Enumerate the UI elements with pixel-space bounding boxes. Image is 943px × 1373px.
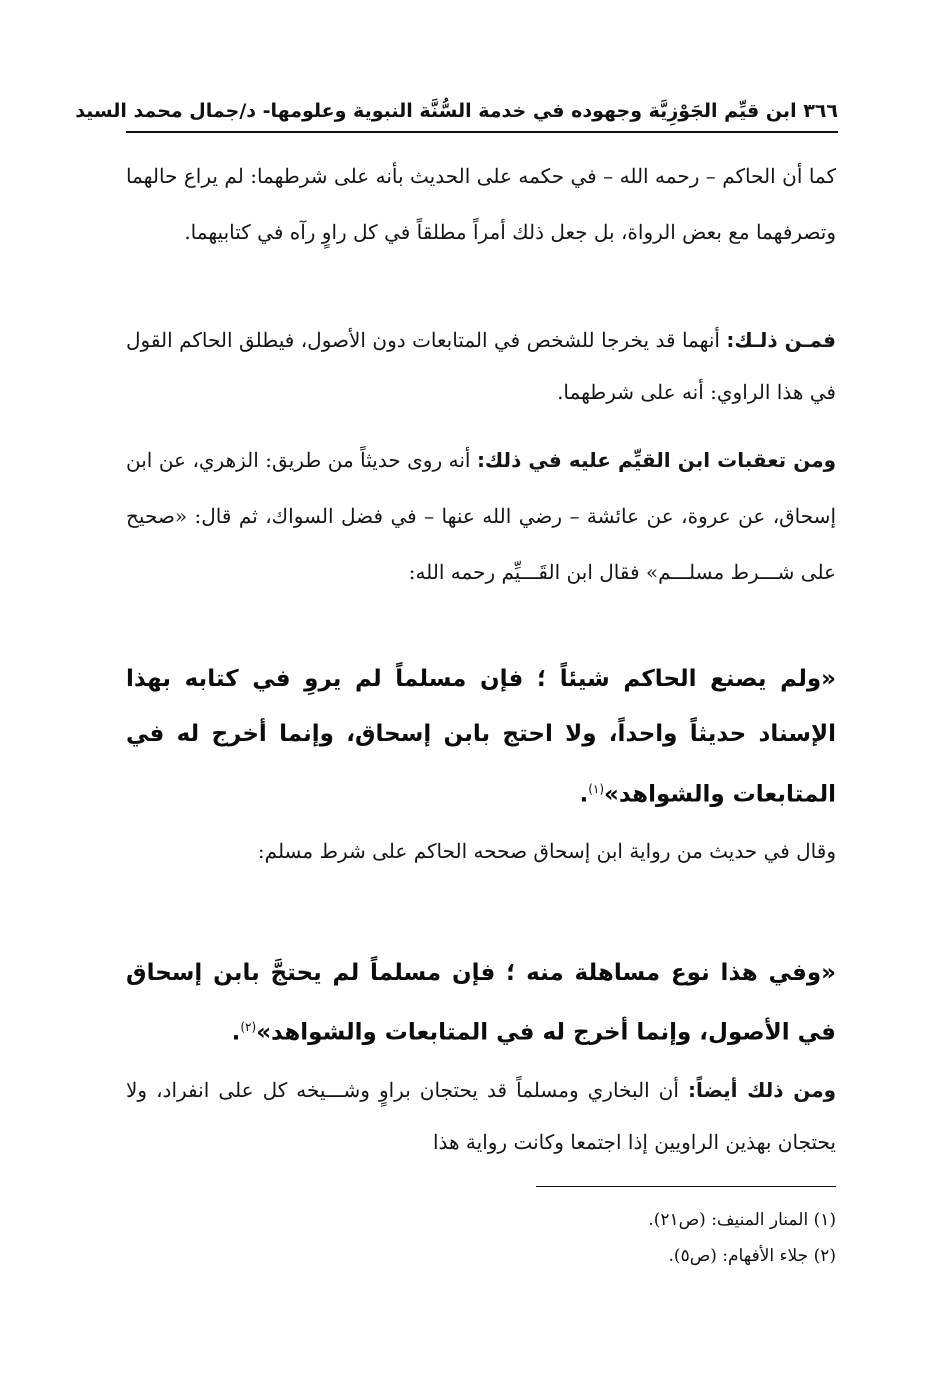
paragraph-5-lead: ومن ذلك أيضاً: bbox=[687, 1078, 837, 1102]
paragraph-2-lead: فمـن ذلـك: bbox=[726, 328, 837, 352]
footnote-ref-1: (١) bbox=[588, 782, 605, 796]
paragraph-1 bbox=[126, 148, 836, 260]
footnote-1: (١) المنار المنيف: (ص٢١). bbox=[648, 1210, 836, 1230]
paragraph-3-lead: ومن تعقبات ابن القيِّم عليه في ذلك: bbox=[476, 448, 837, 472]
quotation-1-text: «ولم يصنع الحاكم شيئاً ؛ فإن مسلماً لم يروِ في كتابه بهذا الإسناد حديثاً واحداً، ولا احتج بابن إسحاق، وإنما أخرج له في المتابعات والشواهد» bbox=[126, 666, 836, 808]
paragraph-2 bbox=[126, 314, 836, 418]
paragraph-5-text: أن البخاري ومسلماً قد يحتجان براوٍ وشـــيخه كل على انفراد، ولا يحتجان بهذين الراويين إذا اجتمعا وكانت رواية هذا bbox=[126, 1078, 836, 1154]
page-number: ٣٦٦ bbox=[803, 100, 838, 122]
quotation-1: «ولم يصنع الحاكم شيئاً ؛ فإن مسلماً لم يروِ في كتابه بهذا الإسناد حديثاً واحداً، ولا احتج بابن إسحاق، وإنما أخرج له في المتابعات والشواهد»$^{(١)}$. bbox=[126, 666, 836, 808]
paragraph-2-text: أنهما قد يخرجا للشخص في المتابعات دون الأصول، فيطلق الحاكم القول في هذا الراوي: أنه على شرطهما. bbox=[126, 328, 836, 404]
footnote-rule bbox=[536, 1186, 836, 1187]
header-rule bbox=[126, 131, 838, 133]
paragraph-4 bbox=[126, 822, 836, 880]
footnote-2: (٢) جلاء الأفهام: (ص٥). bbox=[668, 1246, 836, 1266]
running-header bbox=[75, 94, 838, 128]
paragraph-4-text: وقال في حديث من رواية ابن إسحاق صححه الحاكم على شرط مسلم: bbox=[257, 839, 836, 863]
paragraph-5 bbox=[126, 1064, 836, 1168]
paragraph-3 bbox=[126, 432, 836, 600]
footnote-ref-2: (٢) bbox=[240, 1020, 257, 1034]
paragraph-1-text: كما أن الحاكم – رحمه الله – في حكمه على الحديث بأنه على شرطهما: لم يراع حالهما وتصرفهما مع بعض الرواة، بل جعل ذلك أمراً مطلقاً في كل راوٍ رآه في كتابيهما. bbox=[126, 164, 836, 244]
paragraph-3-text: أنه روى حديثاً من طريق: الزهري، عن ابن إسحاق، عن عروة، عن عائشة – رضي الله عنها – في فضل السواك، ثم قال: «صحيح على شـــرط مسلـــم» فقال ابن القَـــيِّم رحمه الله: bbox=[126, 448, 836, 584]
quotation-2-text: «وفي هذا نوع مساهلة منه ؛ فإن مسلماً لم يحتجَّ بابن إسحاق في الأصول، وإنما أخرج له في المتابعات والشواهد» bbox=[126, 960, 836, 1046]
header-title: ابن قيِّم الجَوْزِيَّة وجهوده في خدمة السُّنَّة النبوية وعلومها- د/جمال محمد السيد bbox=[75, 100, 797, 122]
quotation-2: «وفي هذا نوع مساهلة منه ؛ فإن مسلماً لم يحتجَّ بابن إسحاق في الأصول، وإنما أخرج له في المتابعات والشواهد»$^{(٢)}$. bbox=[126, 960, 836, 1046]
